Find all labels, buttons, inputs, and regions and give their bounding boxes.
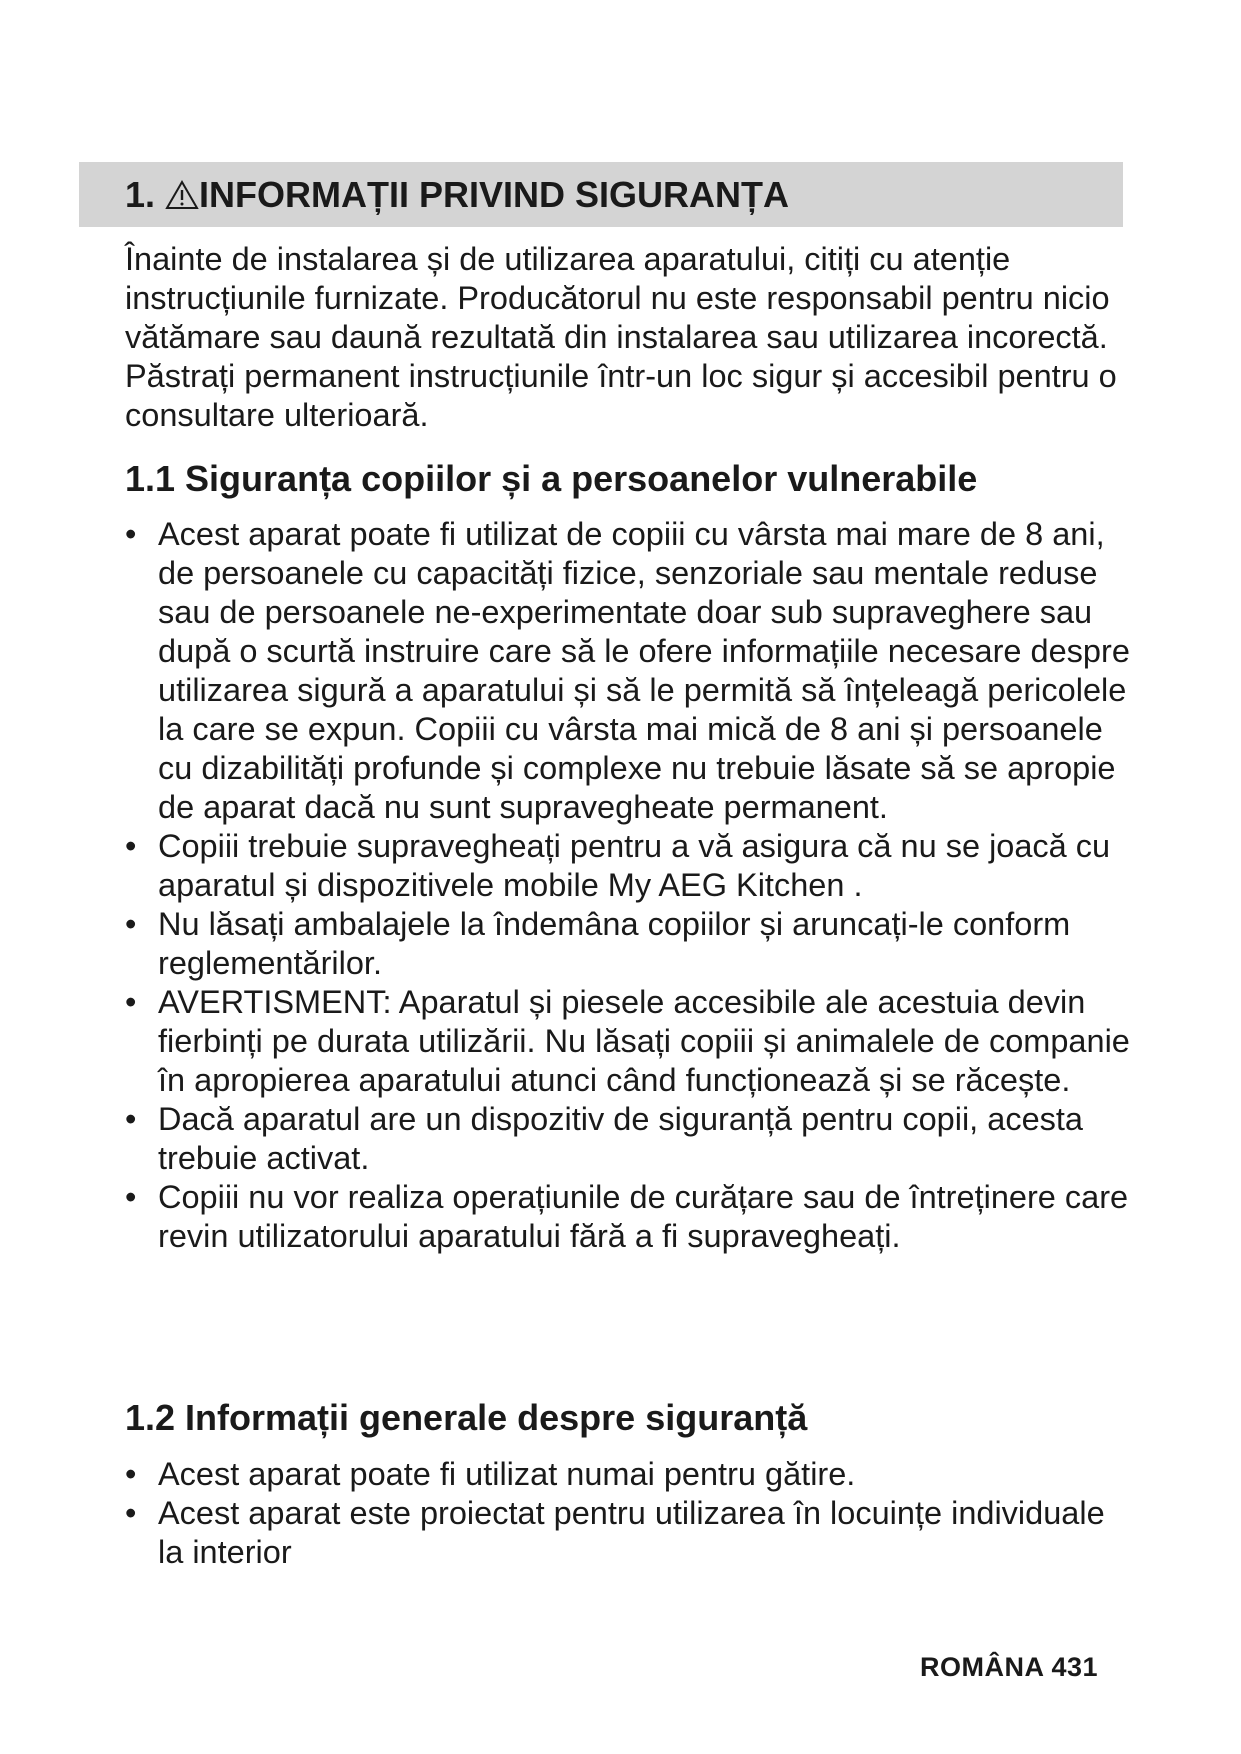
bullet-icon: • bbox=[125, 906, 137, 942]
list-item bbox=[125, 827, 1135, 905]
list-item-text: Copiii nu vor realiza operațiunile de curățare sau de întreținere care revin utilizatorului aparatului fără a fi supravegheați. bbox=[158, 1179, 1129, 1254]
section-title-text: INFORMAȚII PRIVIND SIGURANȚA bbox=[199, 174, 790, 215]
list-item-text: AVERTISMENT: Aparatul și piesele accesibile ale acestuia devin fierbinți pe durata utilizării. Nu lăsați copiii și animalele de companie în apropierea aparatului atunci când funcționează și se răcește. bbox=[158, 984, 1130, 1098]
subsection-heading-general-safety: 1.2 Informații generale despre siguranță bbox=[125, 1397, 808, 1438]
bullet-icon: • bbox=[125, 828, 137, 864]
bullet-icon: • bbox=[125, 1495, 137, 1531]
list-item bbox=[125, 983, 1135, 1100]
list-item-text: Acest aparat poate fi utilizat numai pentru gătire. bbox=[158, 1456, 856, 1492]
list-item bbox=[125, 905, 1135, 983]
list-item bbox=[125, 515, 1135, 827]
section-number: 1. bbox=[125, 174, 156, 215]
bullet-icon: • bbox=[125, 1179, 137, 1215]
list-item bbox=[125, 1494, 1135, 1572]
bullet-icon: • bbox=[125, 1456, 137, 1492]
bullet-icon: • bbox=[125, 1101, 137, 1137]
list-item-text: Copiii trebuie supravegheați pentru a vă asigura că nu se joacă cu aparatul și dispozitivele mobile My AEG Kitchen . bbox=[158, 828, 1111, 903]
warning-triangle-icon bbox=[165, 180, 199, 210]
general-safety-list bbox=[125, 1455, 1135, 1572]
section-title bbox=[125, 173, 789, 217]
list-item-text: Dacă aparatul are un dispozitiv de siguranță pentru copii, acesta trebuie activat. bbox=[158, 1101, 1083, 1176]
children-safety-list bbox=[125, 515, 1135, 1256]
list-item-text: Acest aparat poate fi utilizat de copiii cu vârsta mai mare de 8 ani, de persoanele cu capacități fizice, senzoriale sau mentale reduse sau de persoanele ne-experimentate doar sub supraveghere sau după o scurtă instruire care să le ofere informațiile necesare despre utilizarea sigură a aparatului și să le permită să înțeleagă pericolele la care se expun. Copiii cu vârsta mai mică de 8 ani și persoanele cu dizabilități profunde și complexe nu trebuie lăsate să se apropie de aparat dacă nu sunt supravegheate permanent. bbox=[158, 516, 1130, 825]
list-item bbox=[125, 1178, 1135, 1256]
subsection-heading-children-safety: 1.1 Siguranța copiilor și a persoanelor vulnerabile bbox=[125, 458, 978, 499]
page-footer: ROMÂNA 431 bbox=[919, 1652, 1098, 1682]
intro-paragraph: Înainte de instalarea și de utilizarea aparatului, citiți cu atenție instrucțiunile furnizate. Producătorul nu este responsabil pentru nicio vătămare sau daună rezultată din instalarea sau utilizarea incorectă. Păstrați permanent instrucțiunile într-un loc sigur și accesibil pentru o consultare ulterioară. bbox=[125, 241, 1117, 433]
bullet-icon: • bbox=[125, 516, 137, 552]
list-item bbox=[125, 1100, 1135, 1178]
list-item-text: Nu lăsați ambalajele la îndemâna copiilor și aruncați-le conform reglementărilor. bbox=[158, 906, 1071, 981]
list-item bbox=[125, 1455, 1135, 1494]
bullet-icon: • bbox=[125, 984, 137, 1020]
list-item-text: Acest aparat este proiectat pentru utilizarea în locuințe individuale la interior bbox=[158, 1495, 1105, 1570]
